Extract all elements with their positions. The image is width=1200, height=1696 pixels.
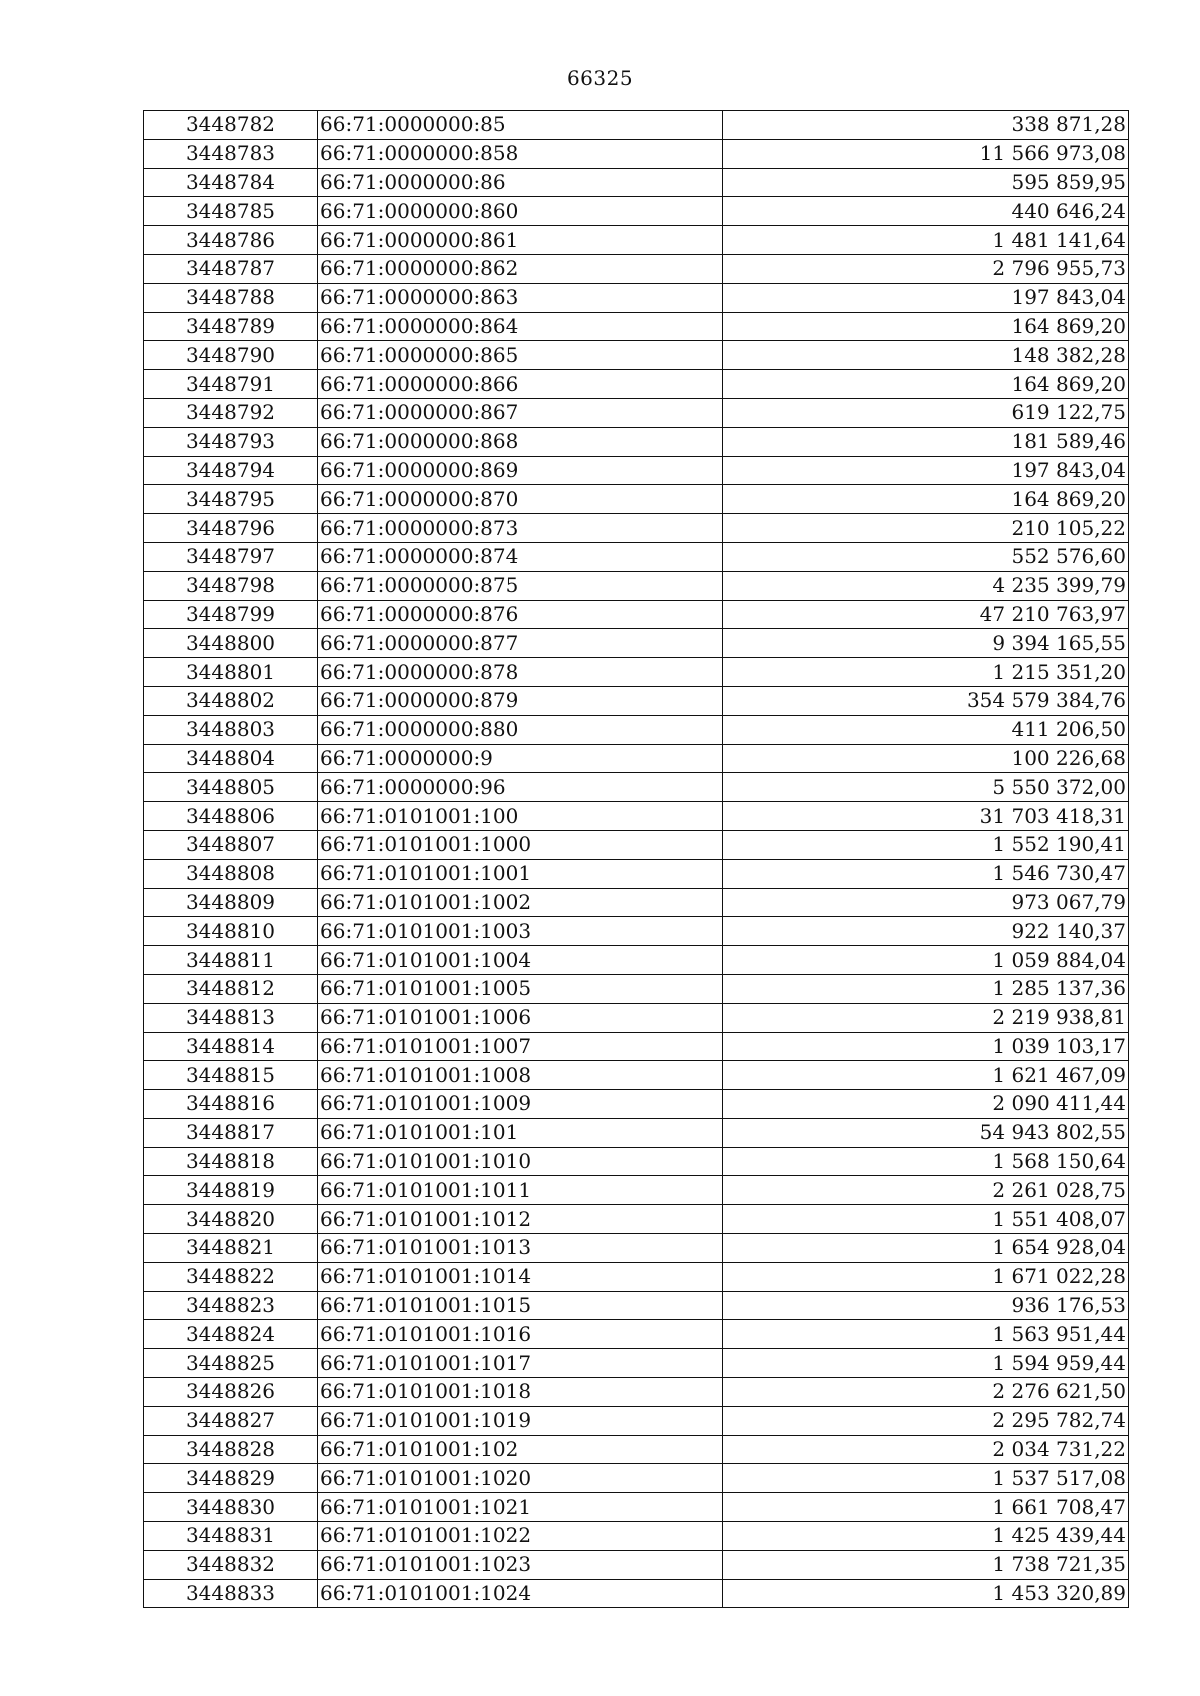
row-id-cell: 3448822 [144, 1262, 318, 1291]
table-row [144, 629, 1129, 658]
cadastral-value-cell: 164 869,20 [723, 370, 1129, 399]
cadastral-value-cell: 1 481 141,64 [723, 226, 1129, 255]
row-id-cell: 3448814 [144, 1032, 318, 1061]
table-row [144, 1406, 1129, 1435]
cadastral-value-cell: 1 552 190,41 [723, 830, 1129, 859]
cadastral-value-cell: 2 261 028,75 [723, 1176, 1129, 1205]
cadastral-value-cell: 1 546 730,47 [723, 859, 1129, 888]
cadastral-value-cell: 31 703 418,31 [723, 802, 1129, 831]
table-row [144, 111, 1129, 140]
table-row [144, 1493, 1129, 1522]
cadastral-number-cell: 66:71:0101001:1018 [318, 1378, 723, 1407]
row-id-cell: 3448804 [144, 744, 318, 773]
table-row [144, 1090, 1129, 1119]
row-id-cell: 3448812 [144, 974, 318, 1003]
cadastral-value-cell: 1 059 884,04 [723, 946, 1129, 975]
cadastral-value-cell: 100 226,68 [723, 744, 1129, 773]
row-id-cell: 3448795 [144, 485, 318, 514]
row-id-cell: 3448785 [144, 197, 318, 226]
cadastral-value-cell: 1 453 320,89 [723, 1579, 1129, 1608]
table-row [144, 427, 1129, 456]
row-id-cell: 3448825 [144, 1349, 318, 1378]
table-row [144, 1262, 1129, 1291]
row-id-cell: 3448799 [144, 600, 318, 629]
cadastral-number-cell: 66:71:0101001:1004 [318, 946, 723, 975]
row-id-cell: 3448794 [144, 456, 318, 485]
table-row [144, 773, 1129, 802]
cadastral-number-cell: 66:71:0000000:870 [318, 485, 723, 514]
cadastral-value-cell: 1 537 517,08 [723, 1464, 1129, 1493]
cadastral-number-cell: 66:71:0000000:878 [318, 658, 723, 687]
table-row [144, 859, 1129, 888]
table-row [144, 715, 1129, 744]
row-id-cell: 3448824 [144, 1320, 318, 1349]
row-id-cell: 3448818 [144, 1147, 318, 1176]
table-row [144, 1579, 1129, 1608]
row-id-cell: 3448808 [144, 859, 318, 888]
row-id-cell: 3448830 [144, 1493, 318, 1522]
cadastral-number-cell: 66:71:0000000:874 [318, 542, 723, 571]
row-id-cell: 3448828 [144, 1435, 318, 1464]
table-row [144, 283, 1129, 312]
row-id-cell: 3448813 [144, 1003, 318, 1032]
cadastral-value-cell: 1 425 439,44 [723, 1522, 1129, 1551]
table-row [144, 1147, 1129, 1176]
cadastral-number-cell: 66:71:0101001:1009 [318, 1090, 723, 1119]
cadastral-number-cell: 66:71:0000000:860 [318, 197, 723, 226]
cadastral-number-cell: 66:71:0101001:1007 [318, 1032, 723, 1061]
cadastral-number-cell: 66:71:0000000:865 [318, 341, 723, 370]
table-row [144, 830, 1129, 859]
row-id-cell: 3448790 [144, 341, 318, 370]
cadastral-number-cell: 66:71:0101001:1008 [318, 1061, 723, 1090]
cadastral-value-cell: 1 563 951,44 [723, 1320, 1129, 1349]
table-row [144, 1118, 1129, 1147]
row-id-cell: 3448819 [144, 1176, 318, 1205]
cadastral-value-cell: 2 034 731,22 [723, 1435, 1129, 1464]
cadastral-value-cell: 2 276 621,50 [723, 1378, 1129, 1407]
table-row [144, 802, 1129, 831]
row-id-cell: 3448816 [144, 1090, 318, 1119]
cadastral-number-cell: 66:71:0000000:873 [318, 514, 723, 543]
cadastral-number-cell: 66:71:0000000:858 [318, 139, 723, 168]
cadastral-number-cell: 66:71:0000000:864 [318, 312, 723, 341]
table-row [144, 197, 1129, 226]
table-row [144, 398, 1129, 427]
cadastral-number-cell: 66:71:0000000:877 [318, 629, 723, 658]
cadastral-value-cell: 354 579 384,76 [723, 686, 1129, 715]
row-id-cell: 3448826 [144, 1378, 318, 1407]
row-id-cell: 3448815 [144, 1061, 318, 1090]
cadastral-number-cell: 66:71:0000000:880 [318, 715, 723, 744]
table-row [144, 974, 1129, 1003]
cadastral-number-cell: 66:71:0000000:868 [318, 427, 723, 456]
table-row [144, 254, 1129, 283]
row-id-cell: 3448796 [144, 514, 318, 543]
cadastral-value-cell: 2 295 782,74 [723, 1406, 1129, 1435]
cadastral-value-cell: 1 738 721,35 [723, 1550, 1129, 1579]
row-id-cell: 3448792 [144, 398, 318, 427]
cadastral-number-cell: 66:71:0101001:1012 [318, 1205, 723, 1234]
cadastral-number-cell: 66:71:0101001:1015 [318, 1291, 723, 1320]
row-id-cell: 3448827 [144, 1406, 318, 1435]
row-id-cell: 3448797 [144, 542, 318, 571]
cadastral-value-cell: 338 871,28 [723, 111, 1129, 140]
cadastral-value-cell: 9 394 165,55 [723, 629, 1129, 658]
table-row [144, 370, 1129, 399]
table-row [144, 456, 1129, 485]
cadastral-number-cell: 66:71:0000000:86 [318, 168, 723, 197]
cadastral-value-cell: 2 090 411,44 [723, 1090, 1129, 1119]
table-row [144, 514, 1129, 543]
cadastral-value-cell: 1 671 022,28 [723, 1262, 1129, 1291]
cadastral-number-cell: 66:71:0101001:1024 [318, 1579, 723, 1608]
row-id-cell: 3448800 [144, 629, 318, 658]
row-id-cell: 3448802 [144, 686, 318, 715]
cadastral-number-cell: 66:71:0101001:1023 [318, 1550, 723, 1579]
cadastral-value-cell: 922 140,37 [723, 917, 1129, 946]
cadastral-number-cell: 66:71:0101001:101 [318, 1118, 723, 1147]
row-id-cell: 3448833 [144, 1579, 318, 1608]
cadastral-number-cell: 66:71:0000000:876 [318, 600, 723, 629]
cadastral-value-cell: 1 039 103,17 [723, 1032, 1129, 1061]
table-row [144, 1349, 1129, 1378]
cadastral-value-cell: 2 796 955,73 [723, 254, 1129, 283]
row-id-cell: 3448793 [144, 427, 318, 456]
cadastral-value-cell: 11 566 973,08 [723, 139, 1129, 168]
row-id-cell: 3448809 [144, 888, 318, 917]
cadastral-number-cell: 66:71:0101001:1005 [318, 974, 723, 1003]
cadastral-value-cell: 411 206,50 [723, 715, 1129, 744]
cadastral-number-cell: 66:71:0000000:9 [318, 744, 723, 773]
cadastral-number-cell: 66:71:0101001:1020 [318, 1464, 723, 1493]
row-id-cell: 3448789 [144, 312, 318, 341]
table-row [144, 1522, 1129, 1551]
row-id-cell: 3448820 [144, 1205, 318, 1234]
cadastral-value-cell: 181 589,46 [723, 427, 1129, 456]
cadastral-value-cell: 619 122,75 [723, 398, 1129, 427]
cadastral-number-cell: 66:71:0101001:1011 [318, 1176, 723, 1205]
table-row [144, 888, 1129, 917]
cadastral-value-cell: 54 943 802,55 [723, 1118, 1129, 1147]
cadastral-value-cell: 1 285 137,36 [723, 974, 1129, 1003]
row-id-cell: 3448803 [144, 715, 318, 744]
table-row [144, 600, 1129, 629]
table-row [144, 1205, 1129, 1234]
table-row [144, 1003, 1129, 1032]
cadastral-number-cell: 66:71:0101001:1003 [318, 917, 723, 946]
cadastral-value-cell: 1 551 408,07 [723, 1205, 1129, 1234]
row-id-cell: 3448798 [144, 571, 318, 600]
cadastral-number-cell: 66:71:0000000:879 [318, 686, 723, 715]
cadastral-number-cell: 66:71:0101001:1019 [318, 1406, 723, 1435]
table-row [144, 917, 1129, 946]
cadastral-value-cell: 164 869,20 [723, 485, 1129, 514]
cadastral-value-cell: 973 067,79 [723, 888, 1129, 917]
table-row [144, 744, 1129, 773]
cadastral-value-cell: 5 550 372,00 [723, 773, 1129, 802]
cadastral-value-cell: 197 843,04 [723, 456, 1129, 485]
table-row [144, 542, 1129, 571]
table-row [144, 946, 1129, 975]
row-id-cell: 3448817 [144, 1118, 318, 1147]
cadastral-value-cell: 552 576,60 [723, 542, 1129, 571]
cadastral-value-cell: 197 843,04 [723, 283, 1129, 312]
table-row [144, 1061, 1129, 1090]
cadastral-number-cell: 66:71:0000000:85 [318, 111, 723, 140]
row-id-cell: 3448805 [144, 773, 318, 802]
cadastral-value-cell: 164 869,20 [723, 312, 1129, 341]
table-row [144, 1291, 1129, 1320]
row-id-cell: 3448787 [144, 254, 318, 283]
cadastral-number-cell: 66:71:0000000:861 [318, 226, 723, 255]
table-row [144, 226, 1129, 255]
row-id-cell: 3448784 [144, 168, 318, 197]
row-id-cell: 3448807 [144, 830, 318, 859]
cadastral-number-cell: 66:71:0000000:875 [318, 571, 723, 600]
row-id-cell: 3448821 [144, 1234, 318, 1263]
cadastral-value-cell: 1 654 928,04 [723, 1234, 1129, 1263]
cadastral-number-cell: 66:71:0101001:1010 [318, 1147, 723, 1176]
cadastral-value-cell: 1 568 150,64 [723, 1147, 1129, 1176]
table-row [144, 1320, 1129, 1349]
row-id-cell: 3448829 [144, 1464, 318, 1493]
row-id-cell: 3448801 [144, 658, 318, 687]
cadastral-value-cell: 1 661 708,47 [723, 1493, 1129, 1522]
cadastral-value-table [143, 110, 1129, 1608]
cadastral-number-cell: 66:71:0000000:867 [318, 398, 723, 427]
row-id-cell: 3448810 [144, 917, 318, 946]
row-id-cell: 3448831 [144, 1522, 318, 1551]
cadastral-number-cell: 66:71:0000000:863 [318, 283, 723, 312]
cadastral-value-cell: 148 382,28 [723, 341, 1129, 370]
table-row [144, 1032, 1129, 1061]
cadastral-number-cell: 66:71:0101001:1016 [318, 1320, 723, 1349]
table-row [144, 1176, 1129, 1205]
table-row [144, 485, 1129, 514]
row-id-cell: 3448811 [144, 946, 318, 975]
table-row [144, 1378, 1129, 1407]
row-id-cell: 3448806 [144, 802, 318, 831]
row-id-cell: 3448788 [144, 283, 318, 312]
cadastral-number-cell: 66:71:0101001:1006 [318, 1003, 723, 1032]
cadastral-value-cell: 47 210 763,97 [723, 600, 1129, 629]
cadastral-number-cell: 66:71:0101001:100 [318, 802, 723, 831]
cadastral-value-cell: 440 646,24 [723, 197, 1129, 226]
table-row [144, 571, 1129, 600]
cadastral-number-cell: 66:71:0101001:1021 [318, 1493, 723, 1522]
cadastral-value-cell: 1 215 351,20 [723, 658, 1129, 687]
cadastral-number-cell: 66:71:0101001:1002 [318, 888, 723, 917]
cadastral-number-cell: 66:71:0101001:1001 [318, 859, 723, 888]
row-id-cell: 3448786 [144, 226, 318, 255]
cadastral-number-cell: 66:71:0101001:1000 [318, 830, 723, 859]
cadastral-number-cell: 66:71:0101001:1013 [318, 1234, 723, 1263]
cadastral-number-cell: 66:71:0000000:869 [318, 456, 723, 485]
cadastral-number-cell: 66:71:0101001:1014 [318, 1262, 723, 1291]
row-id-cell: 3448783 [144, 139, 318, 168]
row-id-cell: 3448791 [144, 370, 318, 399]
page-number: 66325 [566, 66, 634, 90]
cadastral-value-cell: 595 859,95 [723, 168, 1129, 197]
row-id-cell: 3448782 [144, 111, 318, 140]
cadastral-value-cell: 4 235 399,79 [723, 571, 1129, 600]
table-row [144, 1464, 1129, 1493]
table-row [144, 658, 1129, 687]
table-row [144, 312, 1129, 341]
table-row [144, 341, 1129, 370]
table-row [144, 1234, 1129, 1263]
cadastral-value-cell: 2 219 938,81 [723, 1003, 1129, 1032]
cadastral-value-cell: 1 621 467,09 [723, 1061, 1129, 1090]
cadastral-number-cell: 66:71:0000000:862 [318, 254, 723, 283]
cadastral-value-cell: 936 176,53 [723, 1291, 1129, 1320]
table-body [144, 111, 1129, 1608]
cadastral-number-cell: 66:71:0000000:96 [318, 773, 723, 802]
table-row [144, 686, 1129, 715]
table-row [144, 1550, 1129, 1579]
cadastral-number-cell: 66:71:0101001:1017 [318, 1349, 723, 1378]
row-id-cell: 3448832 [144, 1550, 318, 1579]
cadastral-number-cell: 66:71:0101001:102 [318, 1435, 723, 1464]
table-row [144, 139, 1129, 168]
cadastral-value-cell: 1 594 959,44 [723, 1349, 1129, 1378]
row-id-cell: 3448823 [144, 1291, 318, 1320]
table-row [144, 1435, 1129, 1464]
cadastral-value-cell: 210 105,22 [723, 514, 1129, 543]
cadastral-number-cell: 66:71:0000000:866 [318, 370, 723, 399]
table-row [144, 168, 1129, 197]
cadastral-number-cell: 66:71:0101001:1022 [318, 1522, 723, 1551]
